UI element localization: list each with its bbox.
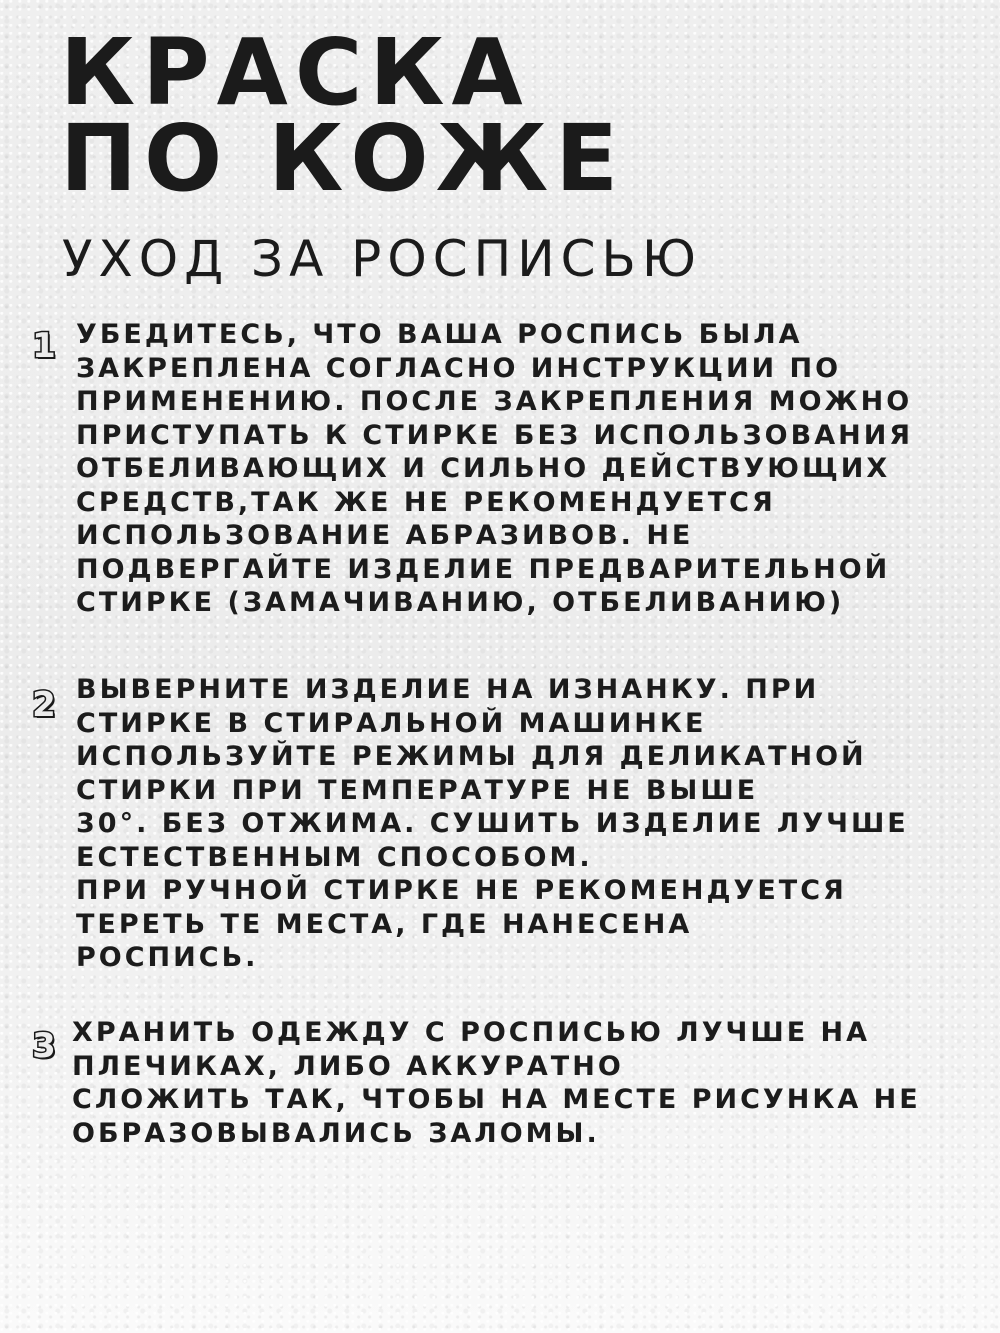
instruction-text-2 <box>76 673 976 975</box>
text-line: ИСПОЛЬЗУЙТЕ РЕЖИМЫ ДЛЯ ДЕЛИКАТНОЙ <box>76 741 867 772</box>
text-line: ХРАНИТЬ ОДЕЖДУ С РОСПИСЬЮ ЛУЧШЕ НА <box>72 1017 871 1048</box>
text-line: ОБРАЗОВЫВАЛИСЬ ЗАЛОМЫ. <box>72 1117 600 1149</box>
text-line: 30°. БЕЗ ОТЖИМА. СУШИТЬ ИЗДЕЛИЕ ЛУЧШЕ <box>76 808 909 839</box>
instruction-text-3 <box>72 1016 972 1150</box>
text-line: ВЫВЕРНИТЕ ИЗДЕЛИЕ НА ИЗНАНКУ. ПРИ <box>76 674 820 705</box>
text-line: ПЛЕЧИКАХ, ЛИБО АККУРАТНО <box>72 1050 624 1082</box>
text-line: ПРИСТУПАТЬ К СТИРКЕ БЕЗ ИСПОЛЬЗОВАНИЯ <box>76 419 914 451</box>
step-number-3: 3 <box>32 1026 56 1066</box>
title-line-2: ПО КОЖЕ <box>60 105 626 212</box>
text-line: СРЕДСТВ,ТАК ЖЕ НЕ РЕКОМЕНДУЕТСЯ <box>76 486 776 518</box>
text-line: ПРИМЕНЕНИЮ. ПОСЛЕ ЗАКРЕПЛЕНИЯ МОЖНО <box>76 386 913 417</box>
step-number-2: 2 <box>32 685 56 725</box>
step-number-1: 1 <box>32 326 56 366</box>
text-line: СТИРКИ ПРИ ТЕМПЕРАТУРЕ НЕ ВЫШЕ <box>76 774 759 806</box>
text-line: ОТБЕЛИВАЮЩИХ И СИЛЬНО ДЕЙСТВУЮЩИХ <box>76 453 891 484</box>
text-line: СЛОЖИТЬ ТАК, ЧТОБЫ НА МЕСТЕ РИСУНКА НЕ <box>72 1084 921 1115</box>
text-line: СТИРКЕ (ЗАМАЧИВАНИЮ, ОТБЕЛИВАНИЮ) <box>76 587 845 618</box>
page-subtitle: УХОД ЗА РОСПИСЬЮ <box>62 230 702 288</box>
text-line: ПОДВЕРГАЙТЕ ИЗДЕЛИЕ ПРЕДВАРИТЕЛЬНОЙ <box>76 553 891 585</box>
text-line: ПРИ РУЧНОЙ СТИРКЕ НЕ РЕКОМЕНДУЕТСЯ <box>76 875 847 906</box>
instruction-text-1 <box>76 318 976 620</box>
text-line: ЗАКРЕПЛЕНА СОГЛАСНО ИНСТРУКЦИИ ПО <box>76 352 842 384</box>
text-line: РОСПИСЬ. <box>76 942 259 973</box>
text-line: ЕСТЕСТВЕННЫМ СПОСОБОМ. <box>76 841 593 873</box>
title-line-1: КРАСКА <box>60 19 530 126</box>
text-line: СТИРКЕ В СТИРАЛЬНОЙ МАШИНКЕ <box>76 707 707 739</box>
text-line: ТЕРЕТЬ ТЕ МЕСТА, ГДЕ НАНЕСЕНА <box>76 908 693 940</box>
text-line: ИСПОЛЬЗОВАНИЕ АБРАЗИВОВ. НЕ <box>76 520 694 551</box>
text-line: УБЕДИТЕСЬ, ЧТО ВАША РОСПИСЬ БЫЛА <box>76 319 803 350</box>
page-title <box>60 19 626 212</box>
